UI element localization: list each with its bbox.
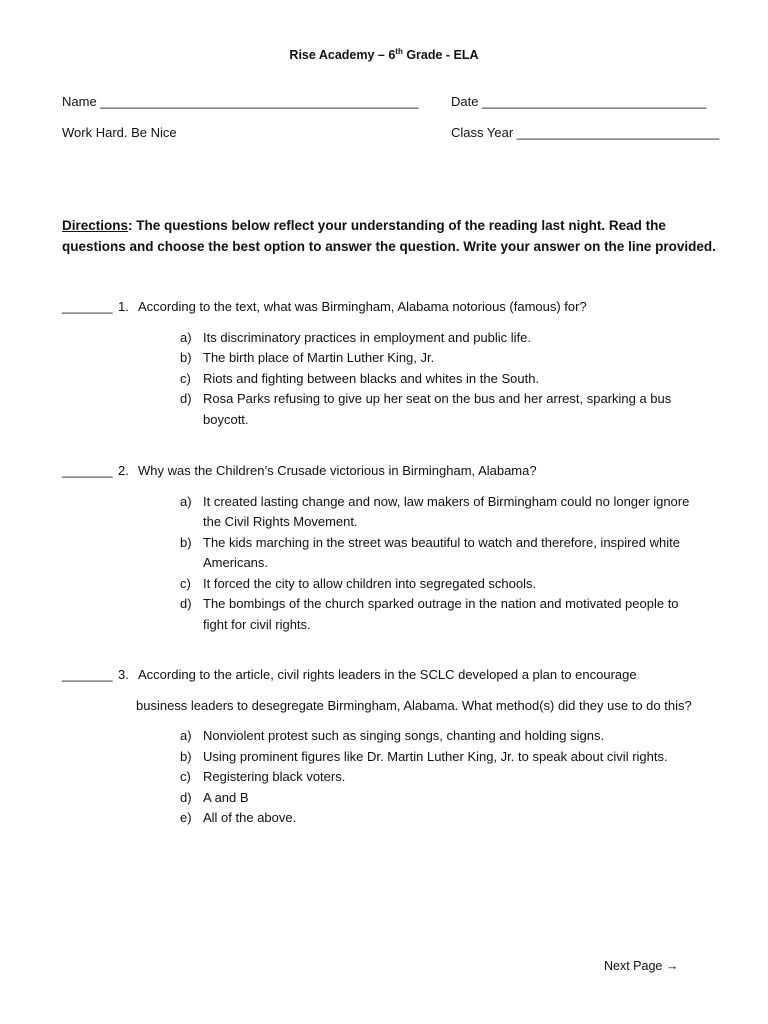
option-letter: c)	[180, 370, 191, 386]
motto-text: Work Hard. Be Nice	[62, 125, 177, 140]
options-list	[180, 492, 702, 636]
option-text: Its discriminatory practices in employment and public life.	[203, 329, 532, 345]
option-letter: d)	[180, 391, 192, 406]
list-item	[180, 594, 702, 635]
question-2	[62, 461, 722, 635]
option-text: The kids marching in the street was beautiful to watch and therefore, inspired white Americans.	[203, 534, 680, 570]
list-item	[180, 369, 702, 390]
directions-block	[62, 215, 722, 257]
list-item	[180, 492, 702, 533]
class-year-field-label: Class Year ____________________________	[451, 125, 720, 140]
option-text: Using prominent figures like Dr. Martin Luther King, Jr. to speak about civil rights.	[203, 748, 668, 764]
option-letter: a)	[180, 329, 192, 345]
question-text: According to the text, what was Birmingham, Alabama notorious (famous) for?	[138, 299, 587, 314]
title-suffix: Grade - ELA	[402, 48, 479, 63]
next-page-label: Next Page	[604, 959, 663, 973]
option-text: Rosa Parks refusing to give up her seat on the bus and her arrest, sparking a bus boycott.	[203, 391, 672, 427]
option-text: The bombings of the church sparked outrage in the nation and motivated people to fight for civil rights.	[203, 596, 679, 632]
option-letter: c)	[180, 769, 191, 784]
directions-label: Directions	[62, 218, 129, 233]
option-text: Nonviolent protest such as singing songs, chanting and holding signs.	[203, 728, 605, 743]
list-item	[180, 767, 702, 788]
option-text: Registering black voters.	[203, 769, 346, 784]
question-number: 3.	[118, 667, 129, 682]
option-letter: c)	[180, 575, 191, 591]
option-letter: d)	[180, 789, 192, 805]
list-item	[180, 726, 702, 747]
name-field-label: Name ____________________________________________	[62, 94, 419, 109]
directions-text: : The questions below reflect your understanding of the reading last night. Read the questions and choose the best option to answer the question. Write your answer on the line provided.	[62, 218, 716, 254]
option-letter: b)	[180, 748, 192, 764]
option-text: All of the above.	[203, 810, 297, 825]
list-item	[180, 328, 702, 349]
option-letter: e)	[180, 810, 192, 825]
option-letter: a)	[180, 728, 192, 743]
option-letter: b)	[180, 350, 192, 365]
answer-blank: _______	[62, 463, 113, 478]
answer-blank: _______	[62, 299, 113, 314]
list-item	[180, 533, 702, 574]
list-item	[180, 389, 702, 430]
list-item	[180, 574, 702, 595]
question-text: Why was the Children’s Crusade victorious in Birmingham, Alabama?	[138, 463, 537, 478]
option-letter: b)	[180, 534, 192, 550]
option-text: A and B	[203, 789, 249, 805]
next-page-link[interactable]	[604, 959, 678, 973]
question-text: According to the article, civil rights leaders in the SCLC developed a plan to encourage	[138, 667, 637, 682]
list-item	[180, 348, 702, 369]
option-letter: d)	[180, 596, 192, 611]
option-text: It created lasting change and now, law makers of Birmingham could no longer ignore the Civil Rights Movement.	[203, 493, 690, 529]
arrow-right-icon: →	[665, 959, 679, 973]
options-list	[180, 328, 702, 431]
list-item	[180, 747, 702, 768]
date-field-label: Date _______________________________	[451, 94, 707, 109]
options-list	[180, 726, 702, 829]
page-title	[0, 47, 768, 62]
question-continuation: business leaders to desegregate Birmingham, Alabama. What method(s) did they use to do this?	[136, 697, 692, 713]
question-1	[62, 297, 722, 430]
option-text: The birth place of Martin Luther King, Jr.	[203, 350, 435, 365]
answer-blank: _______	[62, 667, 113, 682]
option-letter: a)	[180, 493, 192, 509]
question-number: 2.	[118, 463, 129, 478]
question-number: 1.	[118, 299, 129, 314]
list-item	[180, 808, 702, 829]
question-3	[62, 665, 722, 829]
title-superscript: th	[395, 47, 403, 56]
list-item	[180, 788, 702, 809]
option-text: Riots and fighting between blacks and whites in the South.	[203, 370, 540, 386]
title-prefix: Rise Academy – 6	[289, 48, 396, 63]
option-text: It forced the city to allow children into segregated schools.	[203, 575, 537, 591]
